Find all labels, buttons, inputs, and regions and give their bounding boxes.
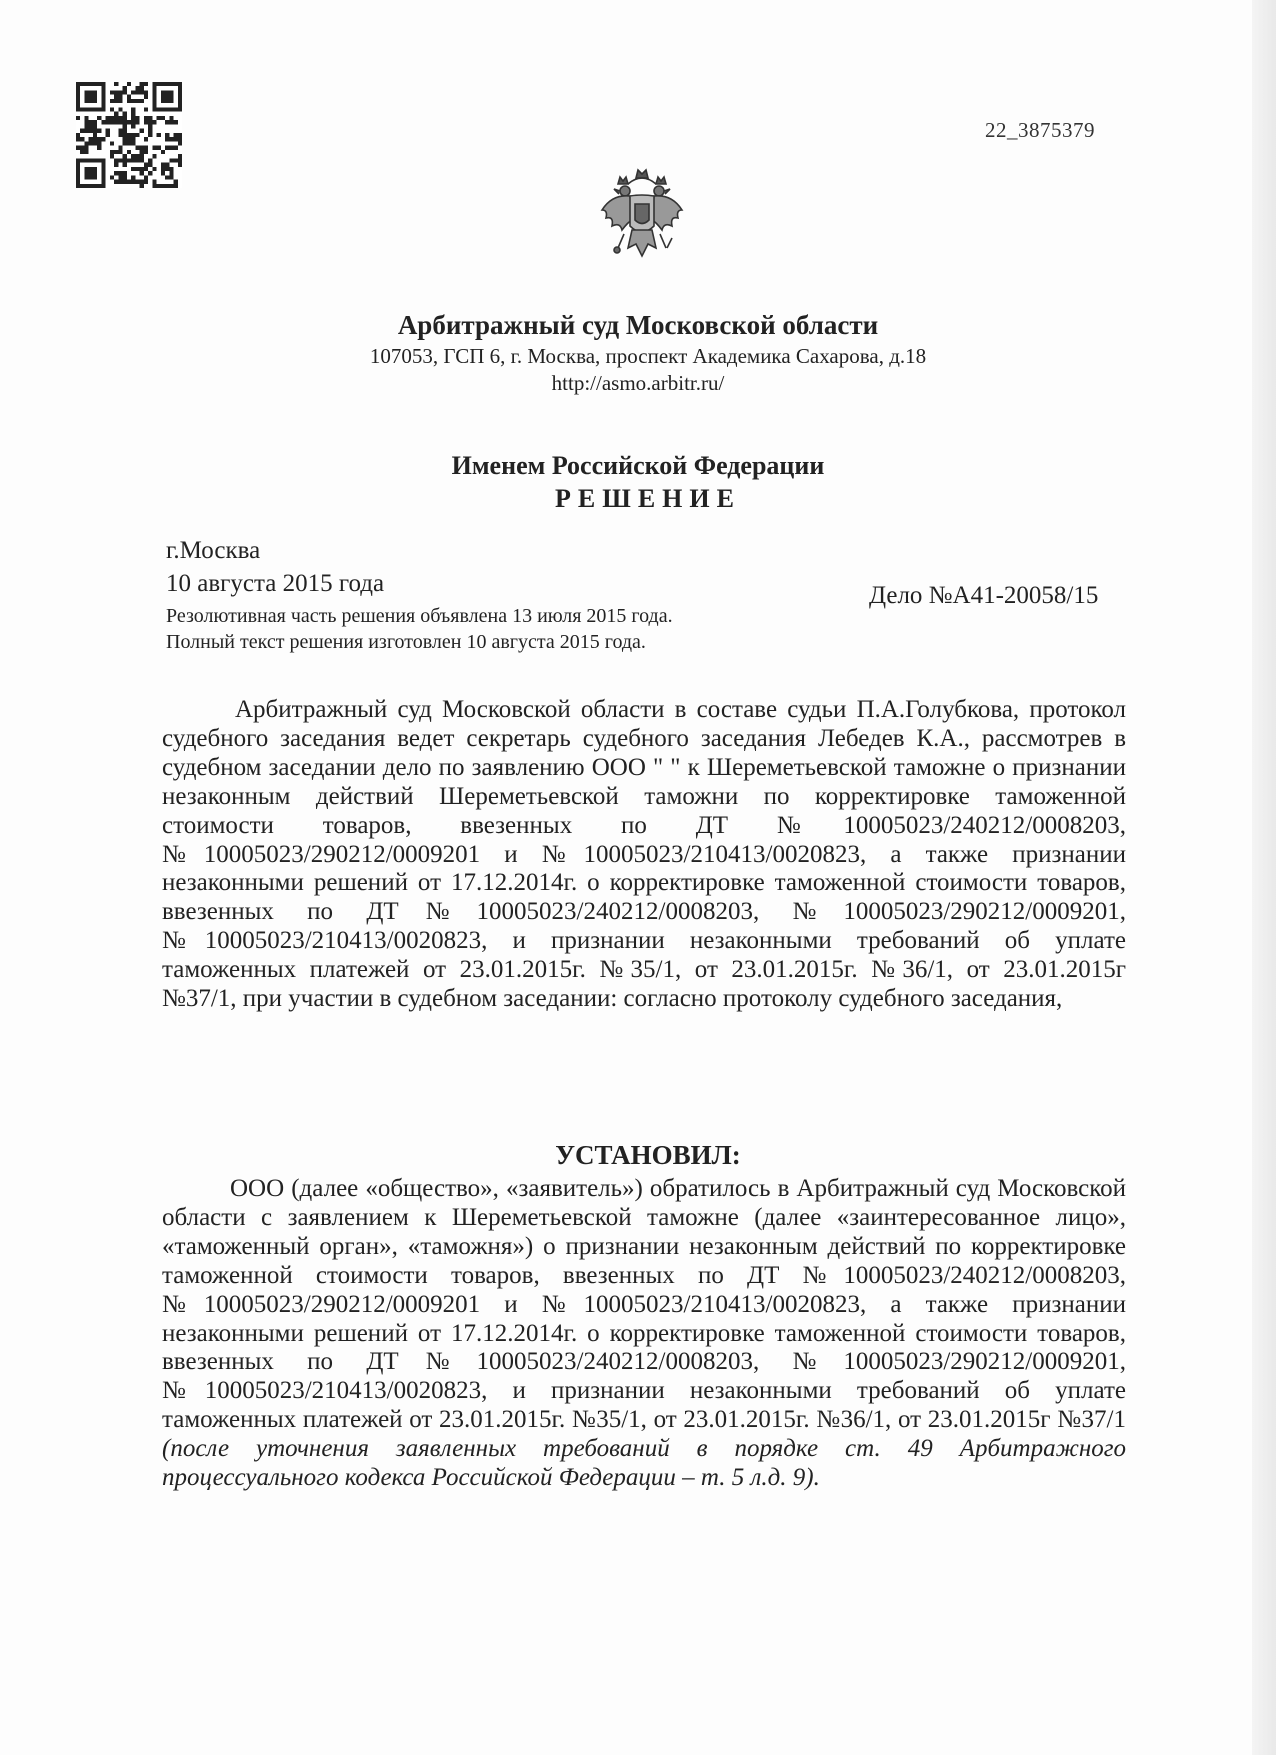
established-paragraph [162,1175,1126,1493]
qr-code-icon [76,82,182,188]
decision-title: РЕШЕНИЕ [555,484,741,513]
case-number: Дело №А41-20058/15 [869,582,1099,609]
court-address: 107053, ГСП 6, г. Москва, проспект Академика Сахарова, д.18 [369,344,927,368]
court-name: Арбитражный суд Московской области [397,310,879,340]
scan-edge [1252,0,1276,1755]
coat-of-arms-emblem-icon [598,164,686,266]
full-text-note: Полный текст решения изготовлен 10 августа 2015 года. [166,631,646,653]
decision-date: 10 августа 2015 года [166,570,385,597]
in-the-name-heading: Именем Российской Федерации [451,451,825,480]
city: г.Москва [166,537,261,564]
document-id: 22_3875379 [985,118,1095,142]
established-heading: УСТАНОВИЛ: [555,1140,741,1170]
established-italic-note: (после уточнения заявленных требований в порядке ст. 49 Арбитражного процессуального кодекса Российской Федерации – т. 5 л.д. 9). [162,1435,1126,1492]
court-url: http://asmo.arbitr.ru/ [551,371,725,395]
operative-part-note: Резолютивная часть решения объявлена 13 июля 2015 года. [166,605,673,627]
established-text: ООО (далее «общество», «заявитель») обратилось в Арбитражный суд Московской области с заявлением к Шереметьевской таможне (далее «заинтересованное лицо», «таможенный орган», «таможня») о признании незаконным действий по корректировке таможенной стоимости товаров, ввезенных по ДТ №10005023/240212/0008203, №10005023/290212/0009201 и №10005023/210413/0020823, а также признании незаконными решений от 17.12.2014г. о корректировке таможенной стоимости товаров, ввезенных по ДТ№10005023/240212/0008203, №10005023/290212/0009201, №10005023/210413/0020823, и признании незаконными требований об уплате таможенных платежей от 23.01.2015г. №35/1, от 23.01.2015г. №36/1, от 23.01.2015г №37/1 [162,1175,1126,1434]
intro-paragraph: Арбитражный суд Московской области в составе судьи П.А.Голубкова, протокол судебного заседания ведет секретарь судебного заседания Лебедев К.А., рассмотрев в судебном заседании дело по заявлению ООО " " к Шереметьевской таможне о признании незаконным действий Шереметьевской таможни по корректировке таможенной стоимости товаров, ввезенных по ДТ №10005023/240212/0008203, №10005023/290212/0009201 и №10005023/210413/0020823, а также признании незаконными решений от 17.12.2014г. о корректировке таможенной стоимости товаров, ввезенных по ДТ№10005023/240212/0008203, №10005023/290212/0009201, №10005023/210413/0020823, и признании незаконными требований об уплате таможенных платежей от 23.01.2015г. №35/1, от 23.01.2015г. №36/1, от 23.01.2015г №37/1, при участии в судебном заседании: согласно протоколу судебного заседания, [162,696,1126,1013]
